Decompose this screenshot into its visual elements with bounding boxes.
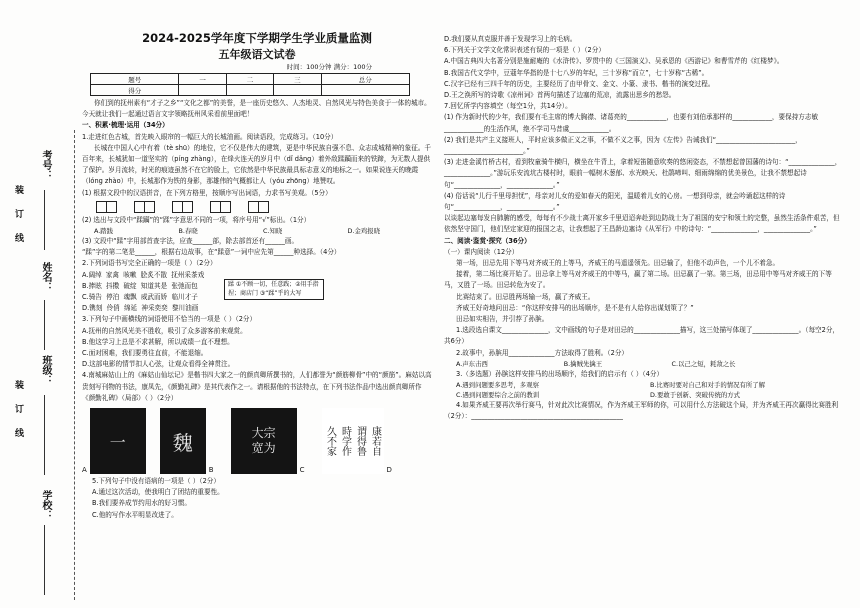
passage-paragraph: 田忌如实相告，并引荐了孙膑。: [456, 315, 549, 324]
exam-number-label: 考号：: [40, 150, 51, 180]
option[interactable]: A.踏践: [94, 227, 114, 236]
q7-part-1: (1) 作为新时代的少年，我们要有毛主席的博大胸襟、诸葛亮的____________，也要有刘伯承那样的____________，要保持方志敏____________的生活作风，绝不学司马昔虞____________。: [444, 113, 819, 133]
score-table: [90, 73, 410, 96]
q1b-stem: (2) 选出与文段中“蹂躏”的“蹂”字意思不同的一项，将序号用“√”标出。（1分）: [82, 215, 311, 224]
exam-title: 2024-2025学年度下学期学生学业质量监测: [142, 31, 372, 45]
name-blank[interactable]: [44, 300, 45, 350]
calligraphy-image-c: 大宗 宽为: [231, 408, 297, 474]
q1-passage: 长城在中国人心中有着（tè shū）的地位，它不仅是伟大的建筑，更是中华民族自强不息、众志成城精神的象征。千百年来，长城犹如一道坚实的（píng zhàng），在烽火连天的岁月中（dǐ dǎng）着外敌蹂躏而来的铁蹄，为无数人提供了保护。岁月流转，时光的痕迹虽然不在它的脸上，它依然是中华民族最具标志意义的地标之一。如果说连天的晚霞（lóng zhào）中，长城那作为铁的身影，那雄伟的气概都让人（yóu zhōng）地赞叹。: [82, 143, 432, 186]
q3-option-a[interactable]: A.抚州的自然风光美不胜收，吸引了众多游客前来观赏。: [82, 326, 247, 335]
option[interactable]: B.擒贼先擒王: [563, 359, 603, 368]
q7-part-2: (2) 我们是共产主义接班人，平时应该多做正义之事，不做不义之事，因为《左传》告诫我们“________________________，________________________。”: [444, 135, 802, 156]
rq3-options: [456, 380, 844, 400]
reading-1-title: （一）课内阅读（12分）: [444, 247, 519, 256]
q7-part-4: (4) 俗话说“儿行千里母担忧”，母亲对儿女的爱如春天的阳光，温暖着儿女的心房。一想到母亲，就会吟诵起这样的诗句“______________，______________。”: [444, 191, 786, 212]
rq2-stem: 2.故事中，孙膑用______________方法取得了胜利。（2分）: [456, 348, 629, 357]
rq3-stem: 3.（多选题）孙膑这样安排马的出场顺序，给我们的启示有（ ）（4分）: [456, 369, 664, 378]
class-blank[interactable]: [44, 395, 45, 475]
calligraphy-option-a[interactable]: A 一: [82, 408, 146, 474]
calligraphy-image-d: 康若自 谓得鲁 時学作 久不家: [322, 408, 384, 474]
calligraphy-option-d[interactable]: 康若自 谓得鲁 時学作 久不家 D: [322, 408, 395, 474]
q4-stem: 4.南城麻姑山上的《麻姑山仙坛记》是楷书四大家之一的颜真卿所撰书的，人们都誉为“颜筋柳骨”中的“颜筋”。麻姑以高贵刻写刊物的书法，康凤先，《颜勤礼碑》是其代表作之一。请根据他的书法特点，在下列书法作品中选出颜真卿所作《颜勤礼碑》（局部）（ ）（2分）: [82, 371, 432, 402]
option[interactable]: D.金鸡报晓: [347, 227, 381, 236]
q5-option-a[interactable]: A.通过这次活动，使我明白了团结的重要性。: [92, 488, 224, 497]
q6-option-d[interactable]: D.王之涣所写的诗歌《凉州词》首两句描述了边塞的荒凉，流露出思乡的愁怨。: [444, 91, 676, 100]
option[interactable]: C.以己之短，耗敌之长: [671, 359, 736, 368]
class-label: 班级：: [40, 355, 51, 385]
score-header-cell: 一: [179, 74, 226, 85]
exam-meta: 时间：100分钟 满分：100分: [286, 63, 372, 71]
score-label-cell: 得分: [91, 85, 179, 96]
score-input-cell[interactable]: [226, 85, 273, 96]
score-input-cell[interactable]: [274, 85, 321, 96]
calligraphy-option-b[interactable]: 魏 B: [160, 408, 217, 474]
score-input-cell[interactable]: [321, 85, 409, 96]
calligraphy-image-b: 魏: [160, 408, 206, 474]
pinyin-box-group[interactable]: [172, 201, 192, 213]
q6-option-a[interactable]: A.中国古典四大名著分别是施耐庵的《水浒传》、罗贯中的《三国演义》、吴承恩的《西游记》和曹雪芹的《红楼梦》。: [444, 57, 784, 66]
option[interactable]: A.遇到问题要多思考，多观察: [456, 381, 539, 390]
rq4-stem: 4.如果齐威王要再次举行赛马，针对此次比赛情况，作为齐威王军师的你，可以用什么方法破这个局，并为齐威王再次赢得比赛胜利（2分）：______________________________________________: [444, 401, 839, 421]
exam-number-blank[interactable]: [44, 190, 45, 250]
binding-dashed-line: [74, 130, 75, 600]
score-header-cell: 二: [226, 74, 273, 85]
rq1-stem: 1.选段选自课文______________，文中画线的句子是对田忌的______________描写，这三处描写体现了______________。（每空2分，共6分）: [444, 326, 840, 346]
pinyin-box-group[interactable]: [210, 201, 230, 213]
q2-stem: 2.下列词语书写完全正确的一项是（ ）（2分）: [82, 259, 217, 268]
q2-option-row[interactable]: C.骑告 停泊 魂飘 威武而娇 临川才子: [82, 293, 198, 302]
q5-option-c[interactable]: C.他的写作水平明显改进了。: [92, 510, 178, 519]
option[interactable]: D.要敢于创新、突破传统的方式: [650, 391, 741, 400]
q5-stem: 5.下列句子中没有语病的一项是（ ）（2分）: [92, 477, 220, 486]
passage-paragraph: 齐威王好奇地问田忌：“你这样安排马的出场顺序，是不是有人给你出谋划策了？”: [456, 303, 694, 312]
school-label: 学校：: [40, 490, 51, 520]
passage-paragraph: 接着，第二场比赛开始了。田忌拿上等马对齐威王的中等马，赢了第二场。田忌赢了一第。第三场，田忌用中等马对齐威王的下等马，又胜了一场。田忌转危为安了。: [444, 270, 832, 290]
pinyin-box-group[interactable]: [96, 201, 116, 213]
q2-option-row[interactable]: A.阔绰 家禽 咳嗽 脍炙不散 抚州采茶戏: [82, 270, 205, 279]
binding-strip: [0, 0, 70, 608]
score-header-cell: 三: [274, 74, 321, 85]
score-input-cell[interactable]: [179, 85, 226, 96]
option[interactable]: C.知晓: [263, 227, 283, 236]
q6-option-c[interactable]: C.汉字已经有三四千年的历史，主要经历了由甲骨文、金文、小篆、隶书、楷书的演变过程。: [444, 79, 715, 88]
q3-stem: 3.下列句子中画横线的词语使用不恰当的一项是（ ）（2分）: [82, 315, 257, 324]
section-1-title: 一、积累·梳理·运用（34分）: [82, 121, 169, 130]
character-definition-box: 蹂 ①不顾一切，任意践；②用手指捏；商店门 ③“蹂”乎的大写: [224, 279, 324, 300]
q3-option-d[interactable]: D.这部电影的情节扣人心弦，让观众看得全神贯注。: [82, 360, 235, 369]
calligraphy-image-a: 一: [90, 408, 146, 474]
rq2-options: [456, 359, 844, 369]
intro-text: 你们到的抚州素有“才子之乡”“文化之都”的美誉，是一座历史悠久、人杰地灵、自然风光与特色美食于一体的城市。今天就让我们一起通过语言文字领略抚州风采看前里面吧！: [82, 99, 431, 119]
q6-stem: 6.下列关于文学文化常识表述有误的一项是（ ）（2分）: [444, 46, 605, 55]
q3-option-b[interactable]: B.他这学习上总是不求甚解，所以成绩一直不理想。: [82, 337, 234, 346]
q1b-options: [94, 226, 432, 236]
passage-paragraph: 第一场，田忌先用下等马对齐威王的上等马，齐威王的马遥遥领先。田忌输了，但他不动声色，一个儿不着急。: [456, 259, 780, 268]
pinyin-box-group[interactable]: [134, 201, 154, 213]
calligraphy-options: [82, 408, 432, 474]
score-header-cell: 总分: [321, 74, 409, 85]
q2-option-row[interactable]: D.镌刻 伶俏 绵延 神采奕奕 黎川油画: [82, 304, 199, 313]
section-2-title: 二、阅读·鉴赏·探究（36分）: [444, 236, 531, 245]
q7-part-5: 以谈起边塞每发自肺腑的感受，每每有不少战士离开家乡千里迢迢奔赴到边防战士为了祖国的安宁和领土的完整，虽然生活条件艰苦，但依然坚守国门，他们坚定家迎的报国之志，让我想起了王昌龄边塞诗《从军行》中的诗句：“______________，______________。”: [444, 214, 840, 234]
q1a-stem: (1) 根据文段中的汉语拼音，在下列方格里，按顺序写出词语，力求书写美观。（5分）: [82, 188, 332, 197]
binding-line-text-2: 装 订 线: [13, 380, 23, 444]
option[interactable]: B.春晓: [178, 227, 198, 236]
binding-line-text-1: 装 订 线: [13, 185, 23, 249]
score-header-cell: 题号: [91, 74, 179, 85]
name-label: 姓名：: [40, 262, 51, 292]
passage-paragraph: 比赛结束了。田忌胜两场输一场，赢了齐威王。: [456, 292, 595, 301]
calligraphy-option-c[interactable]: 大宗 宽为 C: [231, 408, 308, 474]
q6-option-b[interactable]: B.我国古代文学中，豆蔻年华指的是十七八岁的年纪，三十岁称“而立”，七十岁称“古稀”。: [444, 68, 709, 77]
q5-option-d[interactable]: D.我们要从真克服并善于发现学习上的毛病。: [444, 35, 577, 43]
q2-option-row[interactable]: B.捧眩 抖擞 破绽 知道其是 张弛而包: [82, 281, 198, 290]
exam-subtitle: 五年级语文试卷: [218, 48, 296, 61]
q7-part-3: (3) 走进金溪竹桥古村，看到牧童骑牛横归，横坐在牛背上，拿着短笛随意吹奏的悠闲姿态，不禁想起曾国藩的诗句：“______________，______________。”游玩乐安流坑古楼村时，眼前一幅树木葱郁、水光映天、杜鹃啼叫、细雨绵绵的优美景色，让我不禁想起诗句“______________，______________。”: [444, 158, 842, 189]
q1c-stem-2: “蹂”字的第二笔是______，根据右边故事，在“蹂意”一词中应先第______种选择。（4分）: [82, 248, 341, 257]
option[interactable]: A.声东击西: [456, 359, 488, 368]
pinyin-box-group[interactable]: [248, 201, 268, 213]
q1-stem: 1.走进红色古城，首先映入眼帘的一幅巨大的长城油画。阅读语段，完成练习。（10分）: [82, 132, 338, 141]
option[interactable]: B.比赛时要对自己和对手的情况有所了解: [650, 381, 766, 390]
school-blank[interactable]: [44, 525, 45, 595]
q7-stem: 7.回忆所学内容填空（每空1分，共14分）。: [444, 102, 572, 111]
q3-option-c[interactable]: C.面对困难，我们要勇往直前，不能退缩。: [82, 349, 208, 358]
option[interactable]: C.遇到问题要综合之前的教训: [456, 391, 540, 400]
pinyin-grid-row: [96, 201, 432, 213]
q5-option-b[interactable]: B.我们要养成节约用水的好习惯。: [92, 499, 191, 508]
right-column: [444, 34, 844, 423]
left-column: [82, 30, 432, 521]
q1c-stem: (3) 文段中“蹂”字用部首查字法，应查______部，除去部首还有______画。: [82, 237, 299, 246]
